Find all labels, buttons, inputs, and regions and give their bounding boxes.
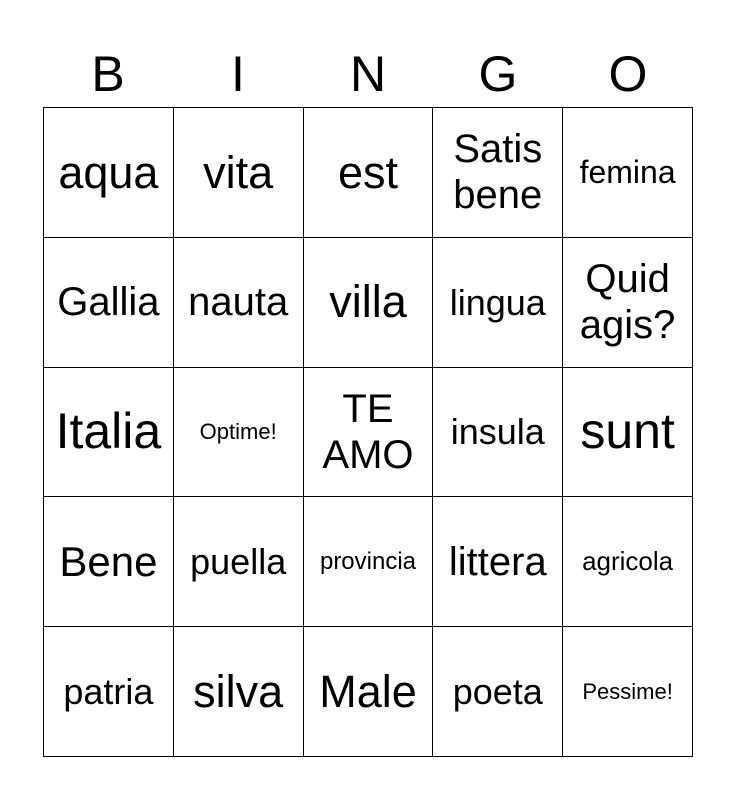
bingo-board: [43, 107, 693, 757]
header-letter-i: I: [231, 46, 245, 102]
cell-text: provincia: [319, 547, 417, 575]
cell-text: Satis bene: [453, 127, 543, 218]
cell-text: nauta: [188, 280, 289, 325]
cell-text: sunt: [580, 403, 675, 460]
cell-text: villa: [329, 276, 407, 328]
header-letter-b: B: [91, 46, 125, 102]
bingo-cell-r3c4[interactable]: [433, 368, 563, 498]
cell-text: Italia: [55, 403, 162, 460]
cell-text: Optime!: [199, 419, 277, 445]
cell-text: patria: [63, 670, 154, 712]
bingo-cell-r1c1[interactable]: [44, 108, 174, 238]
bingo-cell-r2c4[interactable]: [433, 238, 563, 368]
bingo-cell-r4c1[interactable]: [44, 497, 174, 627]
bingo-cell-r3c2[interactable]: [174, 368, 304, 498]
cell-text: est: [337, 146, 398, 198]
cell-text: puella: [190, 541, 287, 583]
bingo-cell-r4c4[interactable]: [433, 497, 563, 627]
cell-text: littera: [448, 539, 547, 584]
bingo-cell-r2c1[interactable]: [44, 238, 174, 368]
cell-text: agricola: [582, 545, 674, 576]
header-letter-n: N: [349, 46, 387, 102]
bingo-cell-r5c2[interactable]: [174, 627, 304, 757]
bingo-cell-r2c3[interactable]: [304, 238, 434, 368]
cell-text: poeta: [452, 670, 543, 712]
bingo-cell-r1c3[interactable]: [304, 108, 434, 238]
bingo-cell-r4c3[interactable]: [304, 497, 434, 627]
bingo-cell-r2c5[interactable]: [563, 238, 693, 368]
bingo-cell-r4c2[interactable]: [174, 497, 304, 627]
cell-text: Gallia: [57, 280, 160, 325]
bingo-cell-r4c5[interactable]: [563, 497, 693, 627]
bingo-cell-r5c4[interactable]: [433, 627, 563, 757]
cell-text: femina: [579, 154, 676, 190]
cell-text: Pessime!: [582, 678, 673, 704]
cell-text: vita: [203, 146, 274, 198]
bingo-cell-r5c5[interactable]: [563, 627, 693, 757]
bingo-cell-r3c1[interactable]: [44, 368, 174, 498]
bingo-cell-r1c4[interactable]: [433, 108, 563, 238]
cell-text: silva: [193, 665, 284, 717]
cell-text: insula: [450, 411, 545, 453]
header-letter-o: O: [608, 46, 648, 102]
cell-text: Bene: [59, 537, 158, 585]
cell-text: aqua: [58, 146, 159, 198]
cell-text: lingua: [449, 281, 546, 323]
cell-text: Quid agis?: [579, 257, 676, 348]
bingo-header: [43, 44, 693, 104]
bingo-cell-r1c2[interactable]: [174, 108, 304, 238]
bingo-cell-r3c5[interactable]: [563, 368, 693, 498]
bingo-cell-r1c5[interactable]: [563, 108, 693, 238]
bingo-cell-r3c3[interactable]: [304, 368, 434, 498]
header-letter-g: G: [478, 46, 518, 102]
cell-text: Male: [319, 665, 417, 717]
bingo-cell-r5c1[interactable]: [44, 627, 174, 757]
cell-text: TE AMO: [322, 386, 414, 477]
bingo-cell-r5c3[interactable]: [304, 627, 434, 757]
bingo-cell-r2c2[interactable]: [174, 238, 304, 368]
